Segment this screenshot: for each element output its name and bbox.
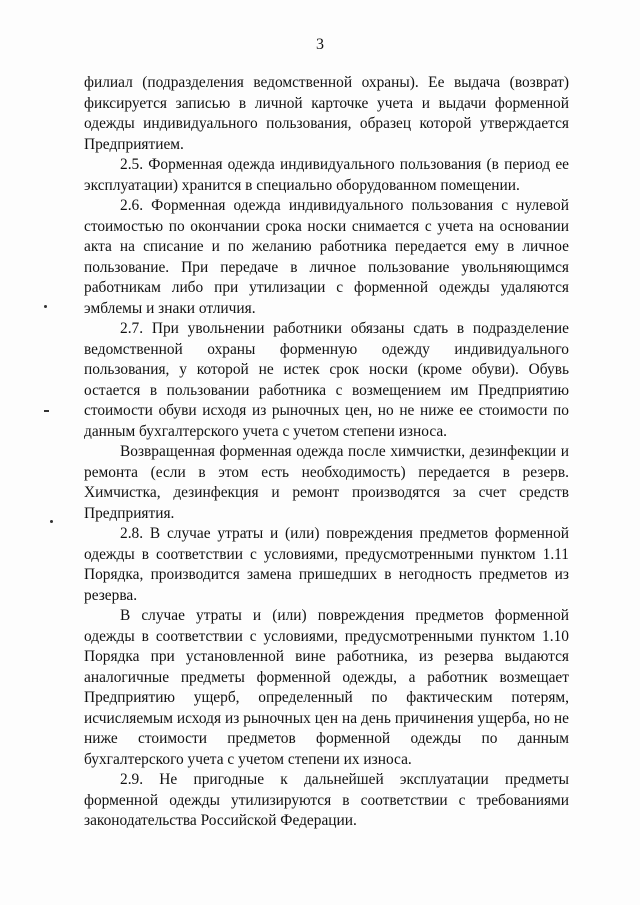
paragraph-2-8: 2.8. В случае утраты и (или) повреждения предметов форменной одежды в соответствии с условиями, предусмотренными пунктом 1.11 Порядка, производится замена пришедших в негодность предметов из резерва. (84, 525, 569, 604)
scan-artifact-dot (44, 305, 47, 308)
paragraph-2-7: 2.7. При увольнении работники обязаны сдать в подразделение ведомственной охраны форменную одежду индивидуального пользования, у которой не истек срок носки (кроме обуви). Обувь остается в пользовании работника с возмещением им Предприятию стоимости обуви исходя из рыночных цен, но не ниже ее стоимости по данным бухгалтерского учета с учетом степени износа. (84, 320, 569, 440)
paragraph-2-7-returned-uniform: Возвращенная форменная одежда после химчистки, дезинфекции и ремонта (если в этом есть необходимость) передается в резерв. Химчистка, дезинфекция и ремонт производятся за счет средств Предприятия. (84, 443, 569, 522)
paragraph-2-6: 2.6. Форменная одежда индивидуального пользования с нулевой стоимостью по окончании срока носки снимается с учета на основании акта на списание и по желанию работника передается ему в личное пользование. При передаче в личное пользование увольняющимся работникам либо при утилизации с форменной одежды удаляются эмблемы и знаки отличия. (84, 197, 569, 317)
paragraph-2-5: 2.5. Форменная одежда индивидуального пользования (в период ее эксплуатации) хранится в специально оборудованном помещении. (84, 156, 569, 194)
paragraph-2-9: 2.9. Не пригодные к дальнейшей эксплуатации предметы форменной одежды утилизируются в соответствии с требованиями законодательства Российской Федерации. (84, 771, 569, 829)
paragraph-2-8-employee-fault: В случае утраты и (или) повреждения предметов форменной одежды в соответствии с условиями, предусмотренными пунктом 1.10 Порядка при установленной вине работника, из резерва выдаются аналогичные предметы форменной одежды, а работник возмещает Предприятию ущерб, определенный по фактическим потерям, исчисляемым исходя из рыночных цен на день причинения ущерба, но не ниже стоимости предметов форменной одежды по данным бухгалтерского учета с учетом степени их износа. (84, 607, 569, 768)
scan-artifact-dash (44, 410, 49, 412)
page-number: 3 (316, 36, 324, 53)
paragraph-continuation: филиал (подразделения ведомственной охраны). Ее выдача (возврат) фиксируется записью в личной карточке учета и выдачи форменной одежды индивидуального пользования, образец которой утверждается Предприятием. (84, 74, 569, 153)
document-body (84, 73, 569, 832)
scan-artifact-dot (50, 520, 53, 523)
